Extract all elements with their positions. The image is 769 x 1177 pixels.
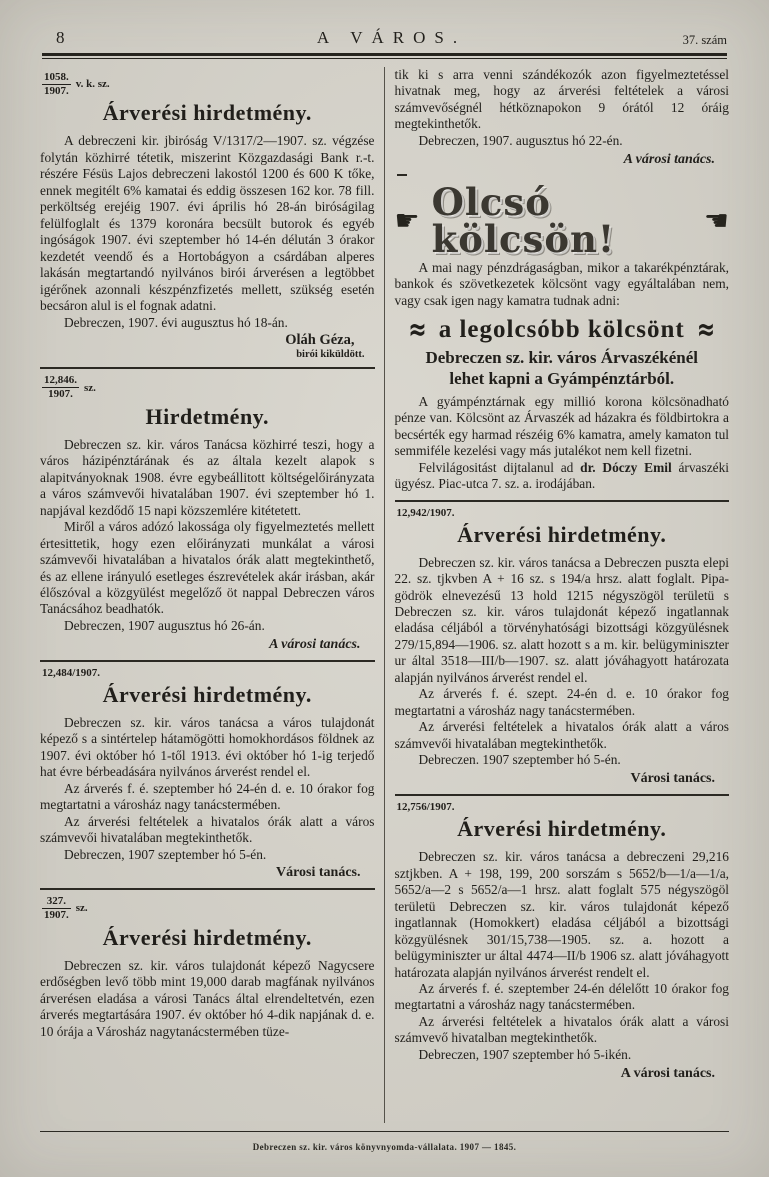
notice-title: Árverési hirdetmény. (102, 681, 312, 707)
column-left (40, 67, 384, 1123)
date-line: Debreczen, 1907 augusztus hó 26-án. (64, 617, 265, 633)
notice-paragraph: Az árverés f. é. szeptember 24-én délelőtt 10 órakor fog megtartatni a városház nagy tanácstermében. (394, 980, 729, 1013)
notice-paragraph: Az árverési feltételek a hivatalos órák alatt a városi számvevő hivatalban megtekinthetők. (394, 1013, 729, 1046)
notice-paragraph: Debreczen sz. kir. város Tanácsa közhirré teszi, hogy a város házipénztárának és az általa kezelt alapok s alapitványoknak 1908. évre egybeállitott költségelőirányzata a város számvevői hivatalában 1907. évi szeptember hó 1. napjával kezdődő 15 napi közszemlére kitétetett. (40, 436, 375, 518)
notice-paragraph: Az árverés f. é. szept. 24-én d. e. 10 órakor fog megtartatni a városház nagy tanácstermében. (394, 686, 729, 718)
ad-contact-suffix: árvaszéki ügyész. Piac-utca 7. sz. a. irodájában. (394, 459, 729, 492)
notice-ref (42, 895, 375, 921)
notice-title: Hirdetmény. (145, 403, 269, 429)
notice-12756 (395, 801, 730, 1082)
notice-title: Árverési hirdetmény. (457, 816, 667, 842)
printer-imprint: Debreczen sz. kir. város könyvnyomda-vállalata. 1907 — 1845. (252, 1142, 517, 1152)
date-line: Debreczen, 1907. augusztus hó 22-én. (418, 132, 623, 148)
signature-role: birói kiküldött. (296, 349, 365, 361)
notice-paragraph: Az árverési feltételek a hivatalos órák alatt a város számvevői hivatalában megtekinthetők. (40, 813, 375, 846)
ref-suffix: v. k. sz. (75, 78, 110, 91)
section-rule (395, 500, 730, 502)
signature: A városi tanács. (269, 636, 361, 652)
section-dash (397, 174, 407, 176)
ref-numerator: 327. (42, 895, 71, 909)
ref-fraction (42, 895, 71, 921)
date-line: Debreczen. 1907 szeptember hó 5-én. (418, 752, 621, 768)
issue-number: 37. szám (682, 33, 727, 47)
notice-ref: 12,756/1907. (396, 801, 455, 814)
notice-body: Debreczen sz. kir. város tulajdonát képező Nagycsere erdőségben levő több mint 19,000 darab magfának nyilvános árverésen eladása a városi Tanács által elrendeltetvén, ezen árverés megtartására 1907. év október hó 4-dik napjának d. e. 10 órája a Városház nagytanácstermében tüze- (40, 957, 375, 1039)
date-line: Debreczen, 1907 szeptember hó 5-én. (64, 846, 267, 862)
notice-paragraph: Debreczen sz. kir. város tanácsa a város tulajdonát képező s a sintértelep hátamögötti homokhordásos földnek az 1907. évi október hó 1-től 1913. évi október hó 1-ig terjedő hat évre bérbeadására nyilvános árverést rendel el. (40, 714, 375, 780)
page-number: 8 (56, 28, 65, 47)
ad-contact-prefix: Felvilágositást dijtalanul ad (418, 459, 581, 475)
page-footer (40, 1131, 729, 1155)
ad-intro: A mai nagy pénzdrágaságban, mikor a takarékpénztárak, bankok és szövetkezetek kölcsönt vagy egyáltalában nem, vagy csak igen nagy kamatra tudnak adni: (394, 259, 729, 308)
signature-name: Oláh Géza, (285, 332, 355, 349)
ad-contact-name: dr. Dóczy Emil (580, 459, 672, 475)
notice-title: Árverési hirdetmény. (102, 100, 312, 126)
column-layout (0, 59, 769, 1123)
ref-denominator: 1907. (44, 908, 69, 921)
section-rule (40, 367, 375, 369)
ad-title: Olcsó kölcsön! (431, 179, 616, 261)
ref-suffix: sz. (75, 902, 88, 915)
notice-ref (42, 374, 375, 400)
notice-ref (42, 71, 375, 97)
ref-suffix: sz. (84, 381, 96, 394)
notice-continuation (395, 67, 730, 168)
ref-numerator: 1058. (44, 71, 69, 83)
notice-12484 (40, 667, 375, 882)
notice-ref: 12,942/1907. (396, 506, 455, 519)
signature: A városi tanács. (620, 1065, 715, 1081)
page-header (0, 0, 769, 51)
ref-denominator: 1907. (44, 84, 69, 97)
signature: A városi tanács. (623, 151, 715, 167)
ad-slogan-row (395, 312, 730, 348)
ref-fraction (42, 71, 71, 97)
loan-advertisement (394, 179, 730, 493)
notice-body: A debreczeni kir. jbiróság V/1317/2—1907. sz. végzése folytán közhirré tétetik, miszerint Közgazdasági Bank r.-t. részére Fésüs Lajos debreczeni lakostól 1200 és 600 K tőke, ennek megitélt 6% kamatai és eddig összesen 162 kor. 78 fill. perköltség erejéig 1907. évi április hó 28-án biróságilag felülfoglalt és 1379 koronára becsült butorok és egyéb ingóságok 1907. évi szeptember hó 14-én délután 3 órakor kezdetét veendő és a Hortobágyon a csárdában alperes lakásán megtartandó nyilvános birói árverésen a legtöbbet igérőnek azonnali készpénzfizetés mellett, szükség esetén becsáron alul is el fognak adatni. (40, 133, 375, 314)
notice-paragraph: Debreczen sz. kir. város tanácsa a Debreczen puszta elepi 22. sz. tjkvben A + 16 sz. s 194/a hrsz. alatt foglalt. Pipa-gödrök elnevezésű 13 hold 1215 négyszögöl területü s Debreczen sz. kir. város tulajdonát képező ingatlannak eladása céljából a törvényhatósági bizottsági közgyülésnek 279/15,894—1906. sz. alatt hozott s a m. kir. belügyminiszter ur által 3518—III/b—1907. sz. alatt jóváhagyott határozata alapján nyilvános árverést rendel el. (394, 554, 729, 685)
notice-ref: 12,484/1907. (42, 666, 101, 679)
ad-slogan: a legolcsóbb kölcsönt (438, 316, 685, 344)
section-rule (395, 794, 730, 796)
notice-327 (40, 895, 375, 1040)
continuation-body: tik ki s arra venni szándékozók azon figyelmeztetéssel hivatnak meg, hogy az árverési feltételek a városi számvevőségnél hétköznapokon 9 órától 12 óráig megtekinthetők. (394, 67, 729, 132)
notice-1058 (40, 71, 375, 360)
notice-12846 (40, 374, 375, 652)
notice-12942 (395, 507, 730, 788)
ad-title-row (394, 179, 730, 261)
section-rule (40, 660, 375, 662)
notice-paragraph: Miről a város adózó lakossága oly figyelmeztetés mellett értesittetik, hogy ezen előirányzati munkálat a városi számvevői hivatalában a hivatalos órák alatt megtekinthető, és az ellene irányuló esetleges észrevételek akár irásban, akár élőszóval a közgyülést megelőző öt nappal Debreczen város Tanácsához beadhatók. (40, 519, 375, 617)
date-line: Debreczen, 1907 szeptember hó 5-ikén. (418, 1046, 632, 1062)
signature: Városi tanács. (275, 865, 361, 881)
ref-numerator: 12,846. (44, 374, 77, 387)
ad-body: A gyámpénztárnak egy millió korona kölcsönadható pénze van. Kölcsönt az Árvaszék ad házakra és földbirtokra a becsérték egy harmad részéig 6% kamatra, amely kamaton tul semmiféle kezelési vagy más jutalékot nem kell fizetni. (394, 393, 729, 459)
date-line: Debreczen, 1907. évi augusztus hó 18-án. (64, 314, 288, 330)
notice-paragraph: Az árverési feltételek a hivatalos órák alatt a város számvevői hivatalában megtekinthetők. (394, 719, 729, 751)
ad-contact (395, 460, 730, 493)
notice-title: Árverési hirdetmény. (457, 521, 667, 547)
manicule-pointing-right-icon: ☛ (394, 203, 420, 237)
section-rule (40, 888, 375, 890)
ref-denominator: 1907. (48, 388, 73, 400)
notice-title: Árverési hirdetmény. (102, 924, 312, 950)
squiggle-ornament-icon: ≈ (408, 312, 427, 348)
signature: Városi tanács. (630, 771, 715, 787)
ad-highlight: Debreczen sz. kir. város Árvaszékénél lehet kapni a Gyámpénztárból. (425, 348, 699, 389)
ref-fraction (42, 374, 79, 400)
masthead-title: A VÁROS. (316, 28, 467, 47)
notice-paragraph: Az árverés f. é. szeptember hó 24-én d. e. 10 órakor fog megtartatni a városház nagy tanácstermében. (40, 780, 375, 813)
notice-paragraph: Debreczen sz. kir. város tanácsa a debreczeni 29,216 sztjkben. A + 198, 199, 200 sorszám s 5652/b—1/a—1/a, 5652/a—2 s 5652/a—1 hrsz. alatt foglalt 575 négyszögöl területü Debreczen sz. kir. város tulajdonát képező ingatlannak (Homokkert) eladása céljából a bizottsági közgyülésnek 301/15,738—1905. sz. a. hozott a belügyminiszter ur által 4474—II/b 1906 sz. alatt jóváhagyott határozata alapján nyilvános árverést rendelt el. (394, 849, 729, 980)
manicule-pointing-left-icon: ☚ (703, 203, 729, 237)
squiggle-ornament-icon: ≈ (696, 312, 716, 348)
column-right (385, 67, 730, 1123)
